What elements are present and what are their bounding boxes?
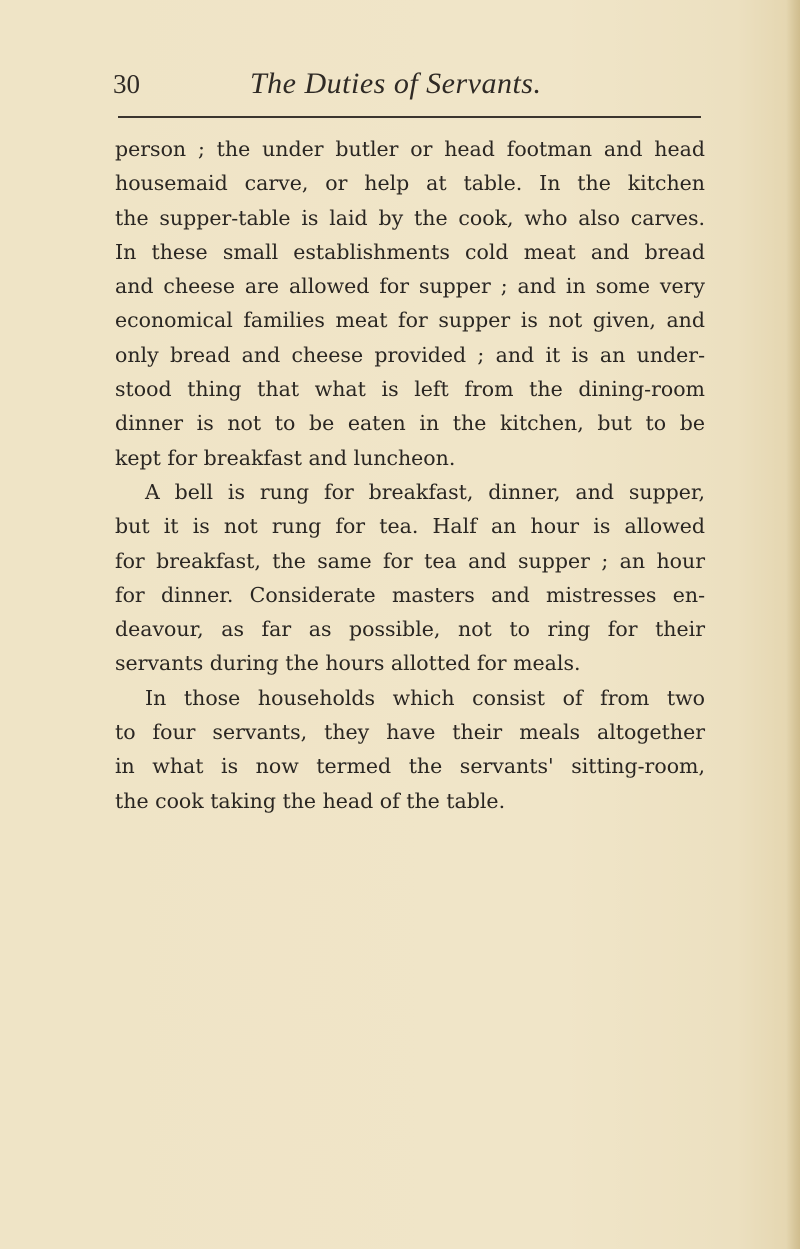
text-line: for breakfast, the same for tea and supper ; an hour <box>115 548 705 573</box>
text-line: to four servants, they have their meals altogether <box>115 720 705 745</box>
header-rule <box>118 116 701 118</box>
text-line: deavour, as far as possible, not to ring for their <box>115 617 705 642</box>
text-line: In those households which consist of from two <box>145 685 705 710</box>
text-line: the cook taking the head of the table. <box>115 788 506 813</box>
text-line: stood thing that what is left from the dining-room <box>115 377 705 402</box>
text-line: A bell is rung for breakfast, dinner, and supper, <box>145 479 705 504</box>
text-line: servants during the hours allotted for meals. <box>115 651 581 676</box>
text-line: in what is now termed the servants' sitting-room, <box>115 754 705 779</box>
text-line: person ; the under butler or head footman and head <box>115 137 705 161</box>
page-number: 30 <box>113 69 140 99</box>
text-line: for dinner. Considerate masters and mistresses en- <box>115 582 705 607</box>
text-line: kept for breakfast and luncheon. <box>115 445 456 470</box>
page-edge-shadow <box>786 0 800 1249</box>
text-line: and cheese are allowed for supper ; and in some very <box>115 274 705 299</box>
text-line: In these small establishments cold meat and bread <box>115 239 705 264</box>
text-line: economical families meat for supper is not given, and <box>115 308 705 333</box>
page-header <box>0 66 800 106</box>
text-line: only bread and cheese provided ; and it is an under- <box>115 342 705 367</box>
running-head: The Duties of Servants. <box>250 67 542 100</box>
body-text <box>115 132 705 818</box>
text-line: housemaid carve, or help at table. In the kitchen <box>115 171 705 196</box>
text-line: dinner is not to be eaten in the kitchen, but to be <box>115 411 705 436</box>
text-line: the supper-table is laid by the cook, who also carves. <box>115 205 705 230</box>
text-line: but it is not rung for tea. Half an hour is allowed <box>115 514 705 539</box>
